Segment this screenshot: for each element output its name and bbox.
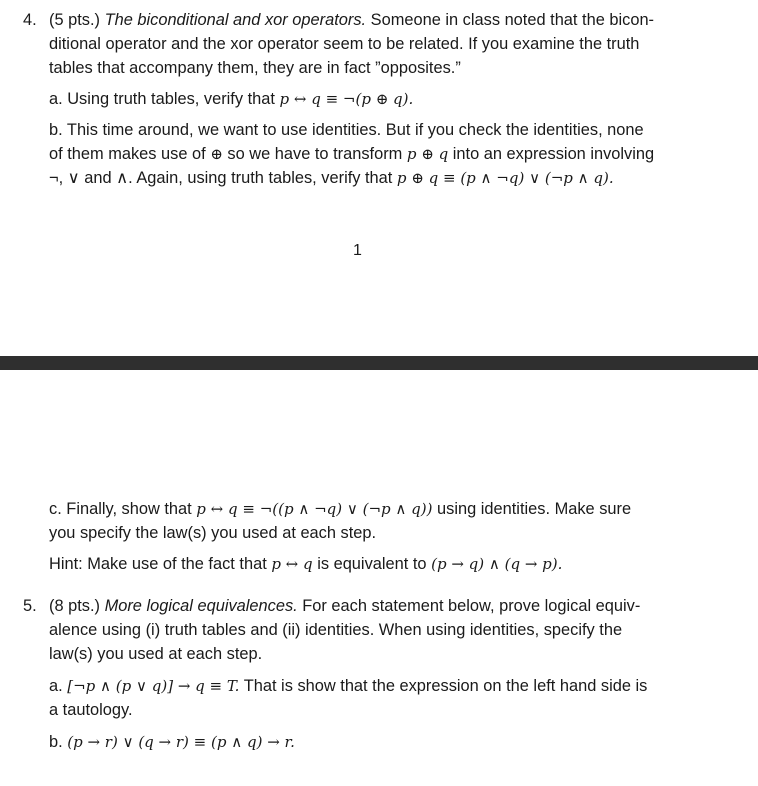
page-number: 1 bbox=[353, 242, 362, 259]
page-divider bbox=[0, 356, 758, 370]
q4b-l3-math: p ⊕ q ≡ (p ∧ ¬q) ∨ (¬p ∧ q). bbox=[396, 169, 614, 187]
q4-line-1 bbox=[49, 10, 654, 30]
q5b-label: b. bbox=[49, 733, 63, 751]
q4-intro-1: Someone in class noted that the bicon- bbox=[370, 11, 655, 29]
q4-points: (5 pts.) bbox=[49, 11, 101, 29]
q5b-line bbox=[49, 732, 295, 752]
hint-mid: is equivalent to bbox=[317, 555, 427, 573]
hint-line bbox=[49, 554, 562, 574]
page-1 bbox=[0, 0, 758, 356]
q4-title: The biconditional and xor operators. bbox=[104, 11, 367, 29]
xor-symbol: ⊕ bbox=[210, 145, 223, 163]
q5-title: More logical equivalences. bbox=[104, 597, 298, 615]
q4c-pre: c. Finally, show that bbox=[49, 500, 192, 518]
hint-math-1: p ↔ q bbox=[271, 555, 313, 573]
q5-points: (8 pts.) bbox=[49, 597, 101, 615]
q5-intro-3: law(s) you used at each step. bbox=[49, 645, 263, 663]
q5-intro-2: alence using (i) truth tables and (ii) identities. When using identities, specify the bbox=[49, 621, 623, 639]
q4-number: 4. bbox=[23, 11, 37, 29]
q4a-line bbox=[49, 89, 413, 109]
q5-line-1 bbox=[49, 596, 640, 616]
q5b-math: (p → r) ∨ (q → r) ≡ (p ∧ q) → r. bbox=[67, 733, 295, 751]
q4a-math: p ↔ q ≡ ¬(p ⊕ q). bbox=[279, 90, 414, 108]
page-2 bbox=[0, 370, 758, 786]
q4-intro-3: tables that accompany them, they are in fact ”opposites.” bbox=[49, 59, 461, 77]
q5-number: 5. bbox=[23, 597, 37, 615]
q4c-line-2: you specify the law(s) you used at each step. bbox=[49, 524, 377, 542]
q4b-l2-post: into an expression involving bbox=[452, 145, 655, 163]
q4b-l3-pre: ¬, ∨ and ∧. Again, using truth tables, verify that bbox=[49, 169, 393, 187]
q4-intro-2: ditional operator and the xor operator seem to be related. If you examine the truth bbox=[49, 35, 640, 53]
q5a-label: a. bbox=[49, 677, 63, 695]
q5a-post: That is show that the expression on the left hand side is bbox=[243, 677, 648, 695]
q4b-line-1: b. This time around, we want to use identities. But if you check the identities, none bbox=[49, 121, 644, 139]
q4a-text: a. Using truth tables, verify that bbox=[49, 90, 275, 108]
q4c-line-1 bbox=[49, 499, 631, 519]
q5a-line-1 bbox=[49, 676, 647, 696]
q4c-math: p ↔ q ≡ ¬((p ∧ ¬q) ∨ (¬p ∧ q)) bbox=[196, 500, 433, 518]
q5-intro-1: For each statement below, prove logical equiv- bbox=[302, 597, 641, 615]
hint-math-2: (p → q) ∧ (q → p). bbox=[431, 555, 563, 573]
hint-pre: Hint: Make use of the fact that bbox=[49, 555, 267, 573]
q4b-l2-math: p ⊕ q bbox=[406, 145, 449, 163]
q5a-math: [¬p ∧ (p ∨ q)] → q ≡ T. bbox=[67, 677, 240, 695]
q4b-line-3 bbox=[49, 168, 614, 188]
q4b-l2-pre: of them makes use of bbox=[49, 145, 206, 163]
q4c-post: using identities. Make sure bbox=[437, 500, 632, 518]
q5a-line-2: a tautology. bbox=[49, 701, 133, 719]
q4b-line-2 bbox=[49, 144, 654, 164]
q4b-l2-mid: so we have to transform bbox=[227, 145, 403, 163]
